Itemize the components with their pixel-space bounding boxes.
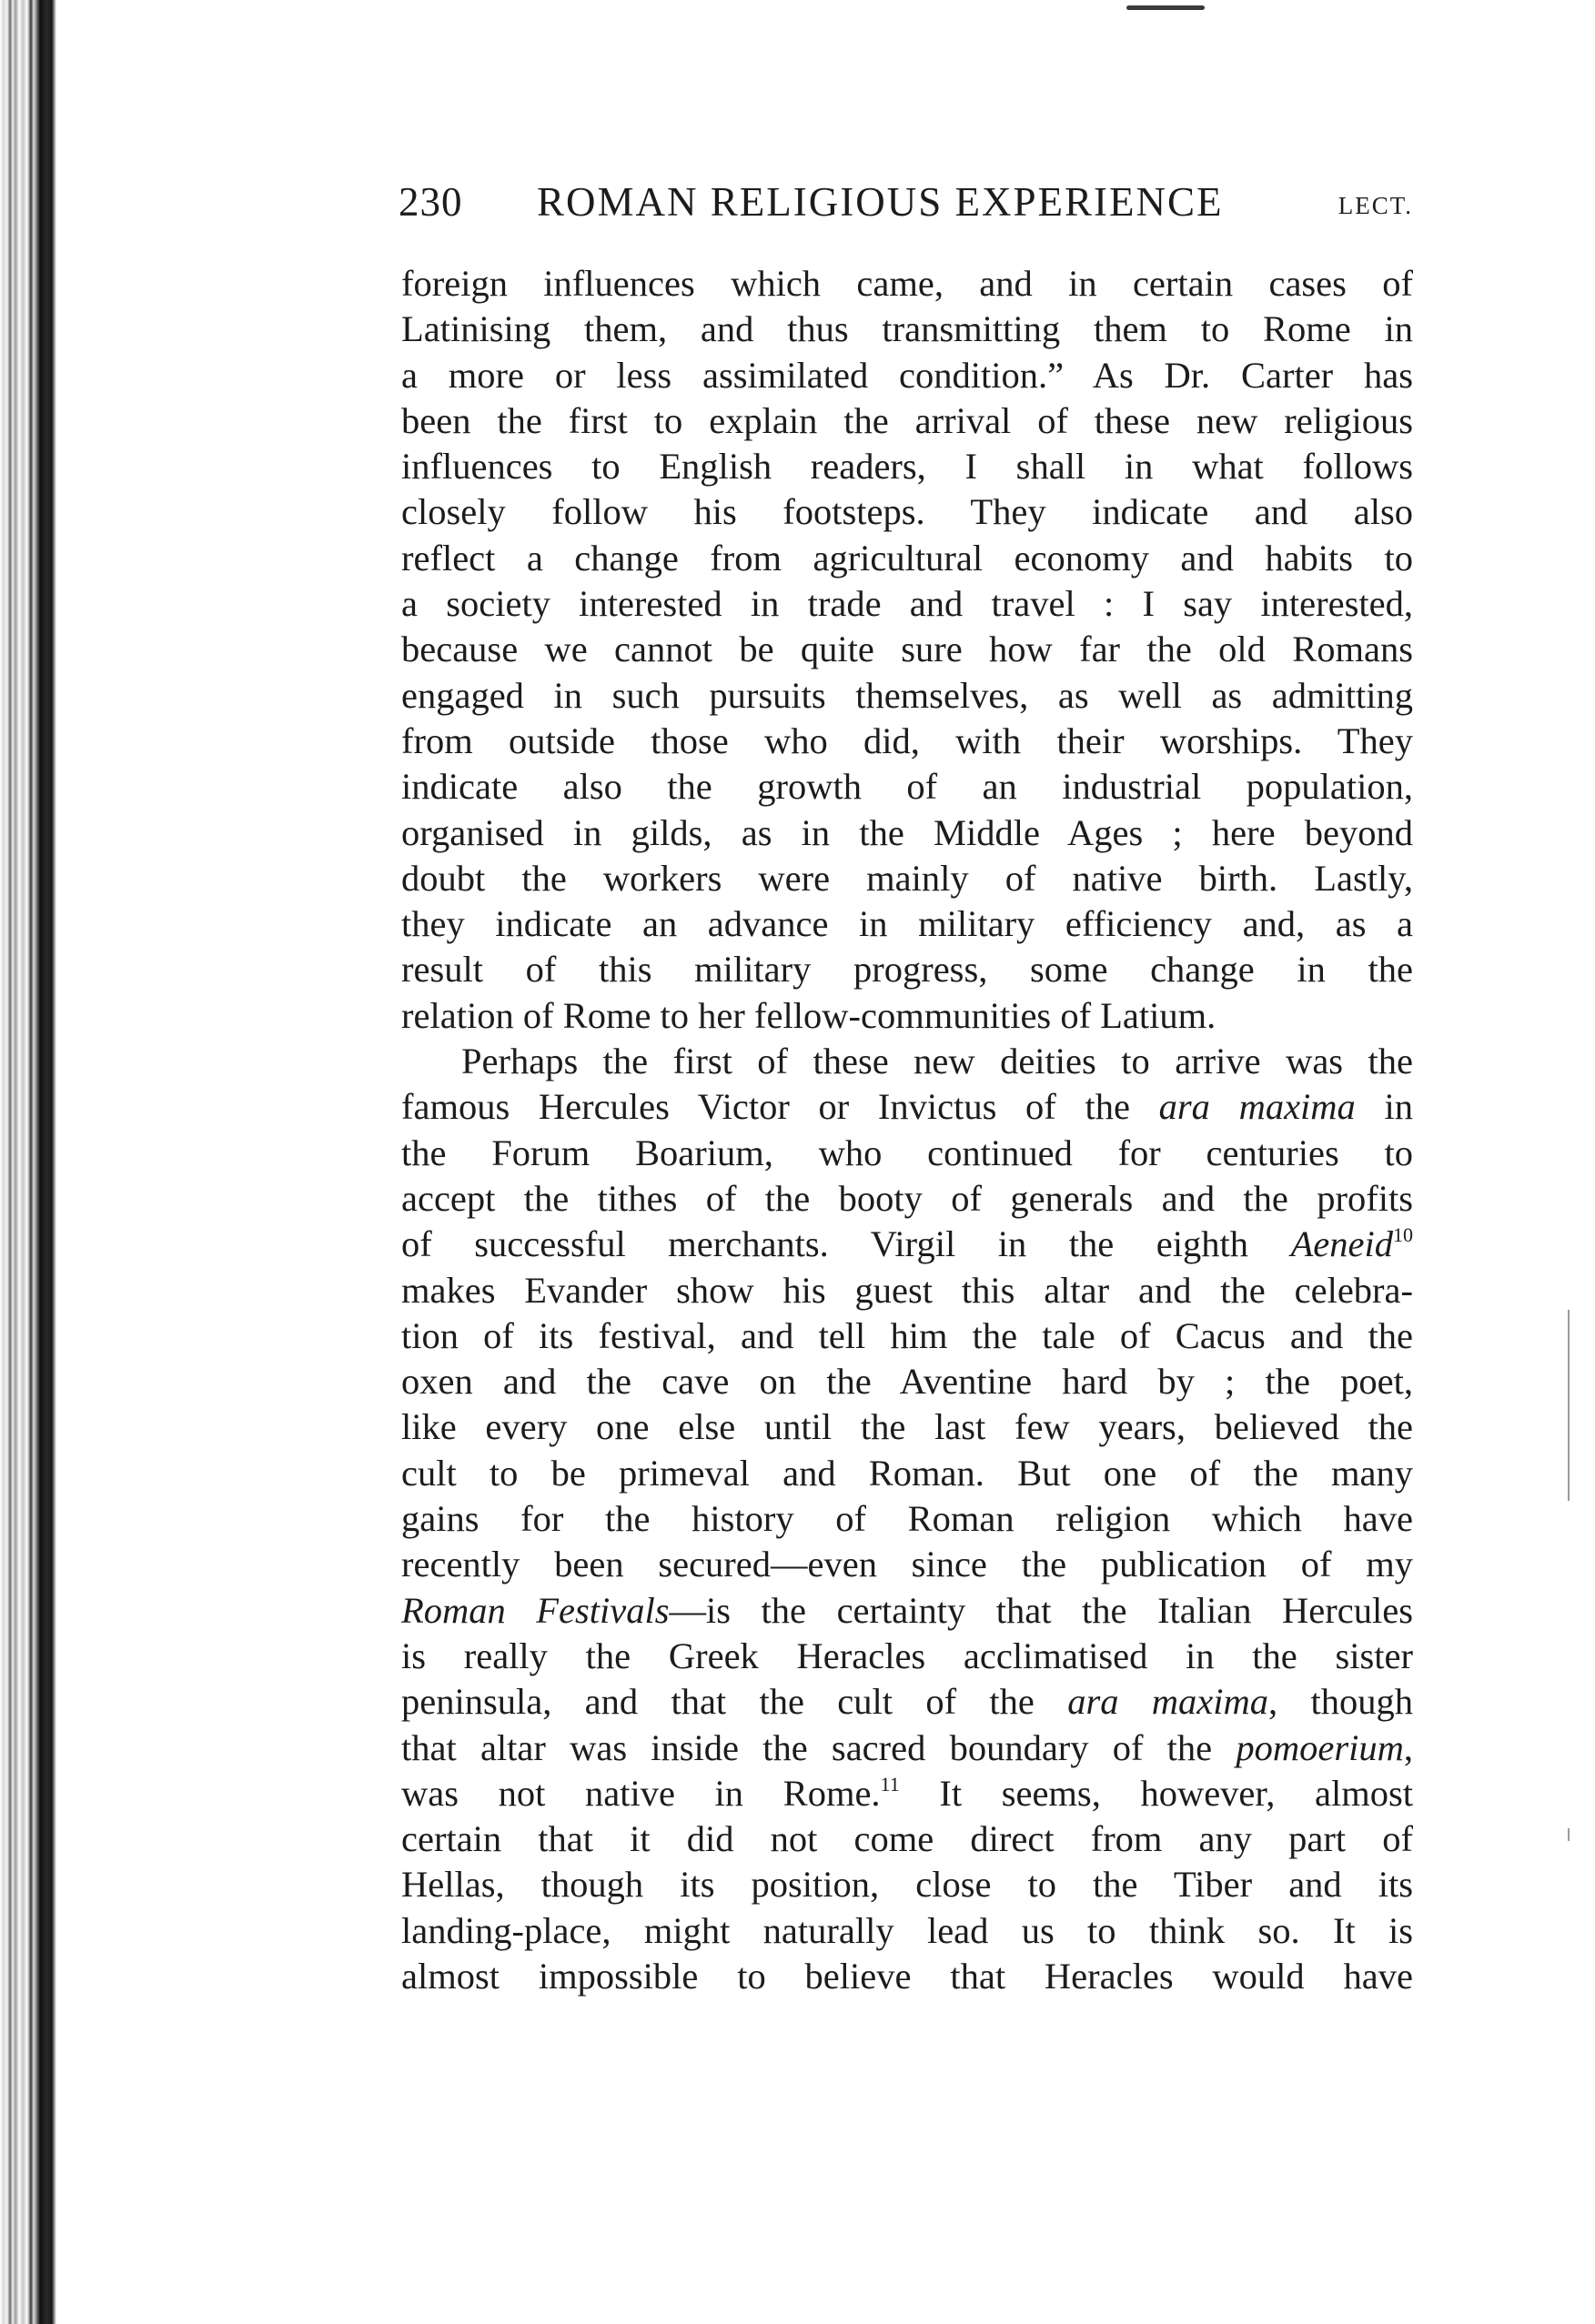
text-line: of successful merchants. Virgil in the eighth Aeneid$^{10}$	[401, 1223, 1414, 1265]
text-line: closely follow his footsteps. They indicate and also	[401, 491, 1413, 533]
text-line: the Forum Boarium, who continued for centuries to	[401, 1132, 1413, 1173]
text-line: accept the tithes of the booty of generals and the profits	[401, 1177, 1413, 1219]
text-line: is really the Greek Heracles acclimatised in the sister	[401, 1635, 1413, 1676]
text-line: foreign influences which came, and in certain cases of	[401, 263, 1413, 304]
scan-speck	[1126, 5, 1205, 10]
text-line: reflect a change from agricultural economy and habits to	[401, 537, 1413, 578]
text-line: peninsula, and that the cult of the ara maxima, though	[401, 1681, 1413, 1723]
text-line: gains for the history of Roman religion which have	[401, 1498, 1413, 1540]
text-line: relation of Rome to her fellow-communities of Latium.	[401, 994, 1216, 1036]
footnote-ref: 10	[1393, 1223, 1414, 1247]
body-text	[401, 261, 1413, 1999]
text-line: a more or less assimilated condition.” As Dr. Carter has	[401, 354, 1413, 396]
running-head	[399, 178, 1418, 229]
book-spine-shadow	[0, 0, 64, 2324]
text-line: a society interested in trade and travel : I say interested,	[401, 583, 1413, 625]
text-line: cult to be primeval and Roman. But one of the many	[401, 1452, 1413, 1494]
text-line: famous Hercules Victor or Invictus of the ara maxima in	[401, 1086, 1414, 1128]
running-title: ROMAN RELIGIOUS EXPERIENCE	[537, 179, 1224, 225]
text-line: Latinising them, and thus transmitting them to Rome in	[401, 308, 1413, 350]
page-number: 230	[399, 179, 463, 225]
section-label: LECT.	[1338, 192, 1413, 219]
text-line: influences to English readers, I shall in what follows	[401, 446, 1413, 488]
footnote-ref: 11	[880, 1772, 900, 1796]
text-line: they indicate an advance in military efficiency and, as a	[401, 903, 1413, 945]
text-line: recently been secured—even since the publication of my	[401, 1544, 1413, 1585]
text-line: certain that it did not come direct from any part of	[401, 1818, 1413, 1860]
text-line: makes Evander show his guest this altar and the celebra-	[401, 1269, 1413, 1311]
text-line: because we cannot be quite sure how far the old Romans	[401, 629, 1413, 670]
text-line: Hellas, though its position, close to the Tiber and its	[401, 1864, 1413, 1906]
text-line: engaged in such pursuits themselves, as well as admitting	[401, 674, 1413, 716]
text-line: indicate also the growth of an industrial population,	[401, 766, 1413, 808]
text-line: result of this military progress, some change in the	[401, 949, 1413, 991]
text-line: oxen and the cave on the Aventine hard by ; the poet,	[401, 1361, 1413, 1403]
text-line: doubt the workers were mainly of native birth. Lastly,	[401, 857, 1413, 899]
text-line: organised in gilds, as in the Middle Ages ; here beyond	[401, 811, 1413, 853]
text-line: that altar was inside the sacred boundary of the pomoerium,	[401, 1726, 1414, 1768]
page-edge-mark	[1568, 1828, 1570, 1841]
page-edge-mark	[1568, 1310, 1570, 1501]
text-line: landing-place, might naturally lead us to think so. It is	[401, 1909, 1413, 1951]
text-line: almost impossible to believe that Heracles would have	[401, 1955, 1413, 1997]
text-line: tion of its festival, and tell him the tale of Cacus and the	[401, 1314, 1413, 1356]
text-line: from outside those who did, with their worships. They	[401, 719, 1413, 761]
text-line: Perhaps the first of these new deities to arrive was the	[461, 1041, 1413, 1082]
text-line: been the first to explain the arrival of these new religious	[401, 399, 1413, 441]
text-line: like every one else until the last few years, believed the	[401, 1406, 1413, 1448]
text-line: Roman Festivals—is the certainty that the Italian Hercules	[401, 1589, 1413, 1631]
text-line: was not native in Rome.$^{11}$ It seems, however, almost	[401, 1772, 1413, 1814]
